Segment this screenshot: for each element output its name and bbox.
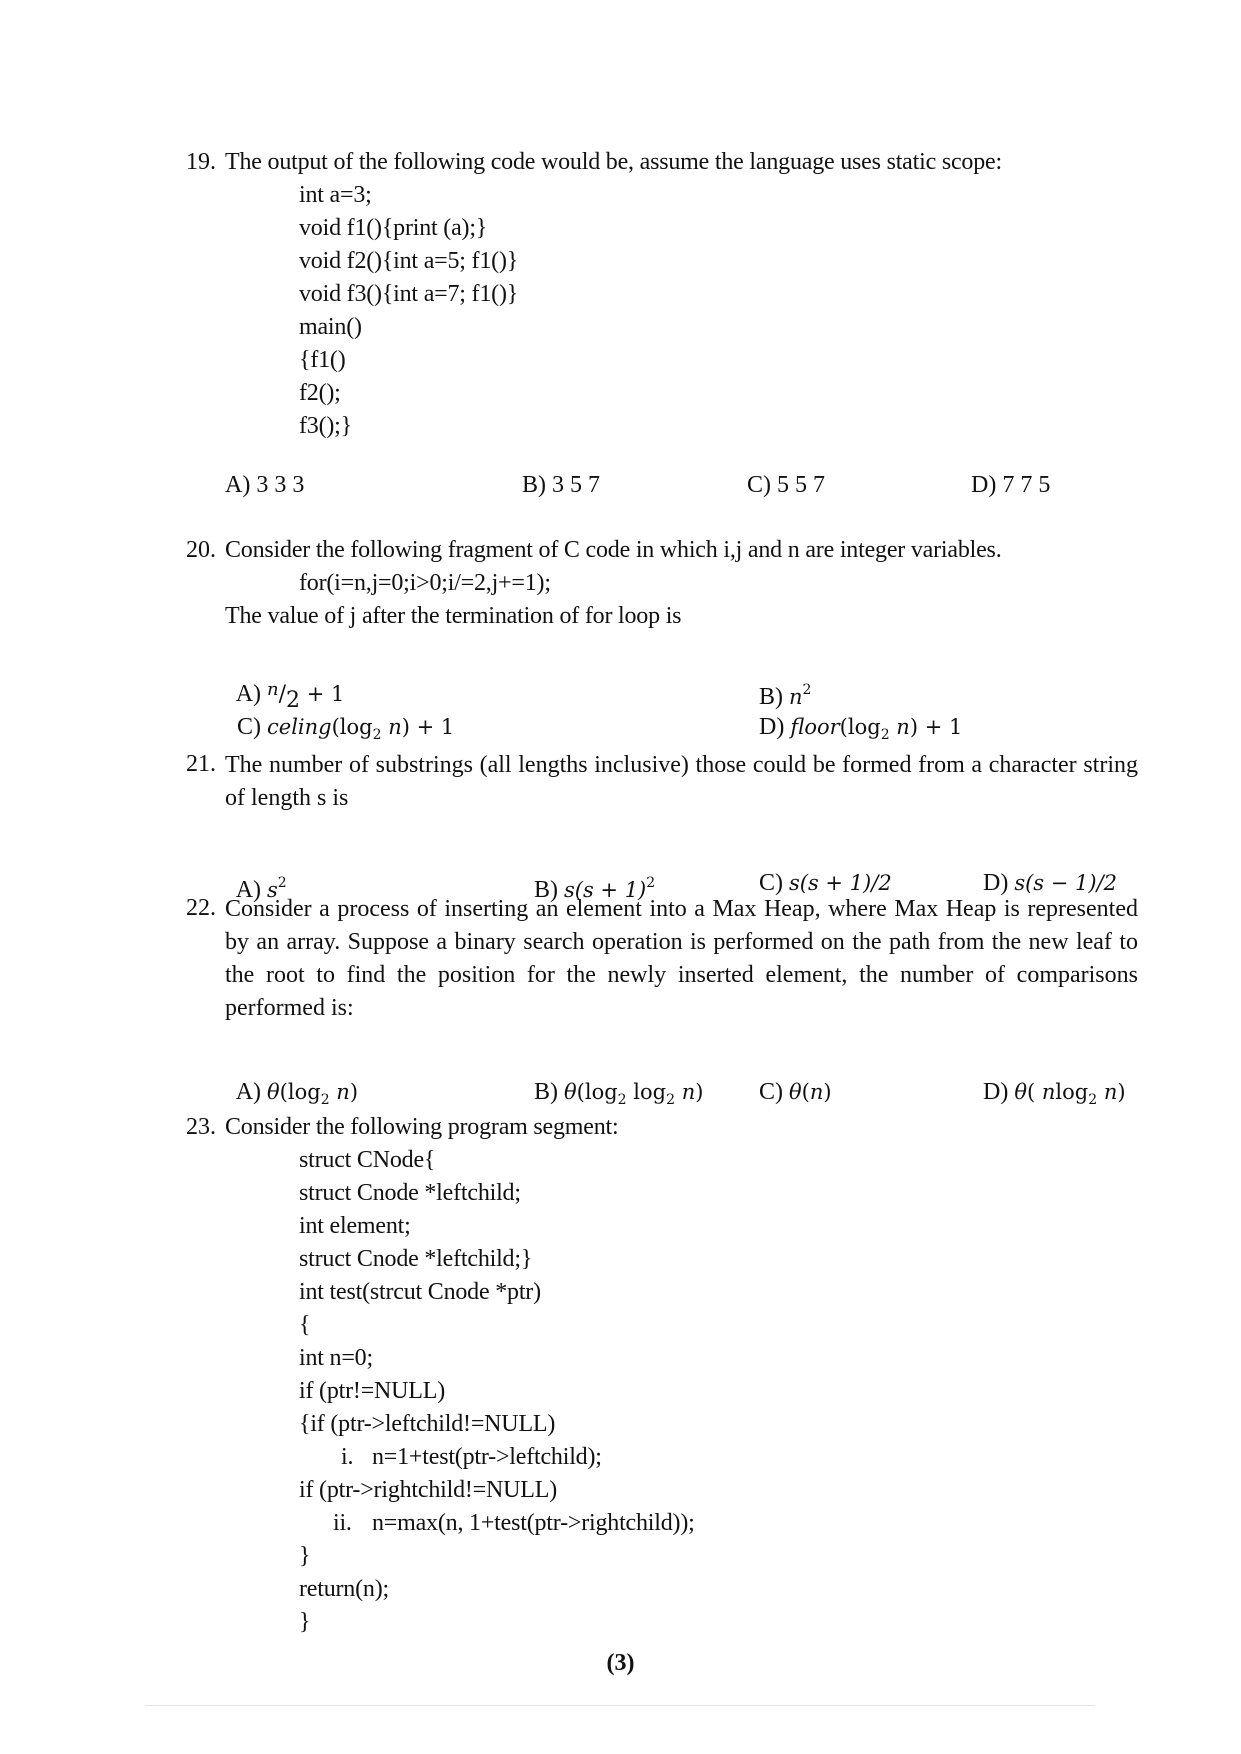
q19-code-line: void f2(){int a=5; f1()}: [299, 248, 519, 274]
q19-code-line: {f1(): [299, 347, 346, 373]
q23-item-i-marker: i.: [341, 1444, 354, 1470]
q23-code-line: return(n);: [299, 1576, 389, 1602]
q23-code-line: if (ptr->rightchild!=NULL): [299, 1477, 557, 1503]
q19-code-line: f3();}: [299, 413, 352, 439]
q22-text: Consider a process of inserting an element into a Max Heap, where Max Heap is represented by an array. Suppose a binary search operation is performed on the path from the new leaf to the root to find the position for the newly inserted element, the number of comparisons performed is:: [225, 896, 1138, 1021]
q23-code-line: {: [299, 1312, 311, 1338]
q20-text: Consider the following fragment of C code in which i,j and n are integer variables.: [225, 537, 1002, 563]
q19-code-line: void f3(){int a=7; f1()}: [299, 281, 519, 307]
q22-option-d: D) θ( nlog$_2$ n): [983, 1079, 1126, 1108]
q20-code: for(i=n,j=0;i>0;i/=2,j+=1);: [299, 570, 551, 596]
q23-text: Consider the following program segment:: [225, 1114, 619, 1140]
q22-option-a: A) $\theta(\log_2$ n): [235, 1079, 359, 1108]
q21-number: 21.: [186, 751, 216, 777]
q19-code-line: void f1(){print (a);}: [299, 215, 488, 241]
q23-number: 23.: [186, 1114, 216, 1140]
q19-option-a: A) 3 3 3: [225, 472, 305, 498]
q23-item-ii: n=max(n, 1+test(ptr->rightchild));: [372, 1510, 695, 1536]
q19-code-line: int a=3;: [299, 182, 372, 208]
page-number: (3): [606, 1650, 635, 1676]
q19-text: The output of the following code would be, assume the language uses static scope:: [225, 149, 1002, 175]
q22-option-c: C) θ(n): [759, 1079, 832, 1105]
q23-code-line: struct CNode{: [299, 1147, 436, 1173]
q20-option-c: C) $celing(\log_2$ n) + 1: [237, 714, 455, 743]
q23-code-line: if (ptr!=NULL): [299, 1378, 446, 1404]
q23-item-i: n=1+test(ptr->leftchild);: [372, 1444, 602, 1470]
q21-option-d: D) s(s − 1)/2: [983, 870, 1118, 896]
q23-code-line: }: [299, 1543, 311, 1569]
q22-number: 22.: [186, 895, 216, 921]
q19-code-line: f2();: [299, 380, 341, 406]
q21-option-b: B) $s(s + 1)^2$: [534, 875, 656, 903]
q21-option-a: A) $s^2$: [235, 875, 287, 903]
q20-option-d: D) $floor(\log_2$ n) + 1: [759, 714, 963, 743]
q20-option-a: A) n/2 + 1: [235, 679, 345, 713]
q23-code-line: int n=0;: [299, 1345, 373, 1371]
q21-option-c: C) s(s + 1)/2: [759, 870, 892, 896]
q19-number: 19.: [186, 149, 216, 175]
q23-code-line: struct Cnode *leftchild;: [299, 1180, 521, 1206]
q21-text: The number of substrings (all lengths inclusive) those could be formed from a character string of length s is: [225, 752, 1138, 811]
q19-option-d: D) 7 7 5: [971, 472, 1051, 498]
q20-option-b: B) $n^2$: [759, 682, 812, 710]
q23-code-line: }: [299, 1609, 311, 1635]
q20-number: 20.: [186, 537, 216, 563]
footer-divider: [145, 1705, 1095, 1706]
q22-option-b: B) $\theta(\log_2$ $\log_2 n$): [534, 1079, 704, 1108]
q23-code-line: {if (ptr->leftchild!=NULL): [299, 1411, 556, 1437]
q23-code-line: struct Cnode *leftchild;}: [299, 1246, 533, 1272]
q20-text2: The value of j after the termination of for loop is: [225, 603, 682, 629]
q19-option-b: B) 3 5 7: [522, 472, 600, 498]
q19-code-line: main(): [299, 314, 362, 340]
q23-item-ii-marker: ii.: [333, 1510, 352, 1536]
q19-option-c: C) 5 5 7: [747, 472, 825, 498]
q23-code-line: int element;: [299, 1213, 411, 1239]
q23-code-line: int test(strcut Cnode *ptr): [299, 1279, 541, 1305]
